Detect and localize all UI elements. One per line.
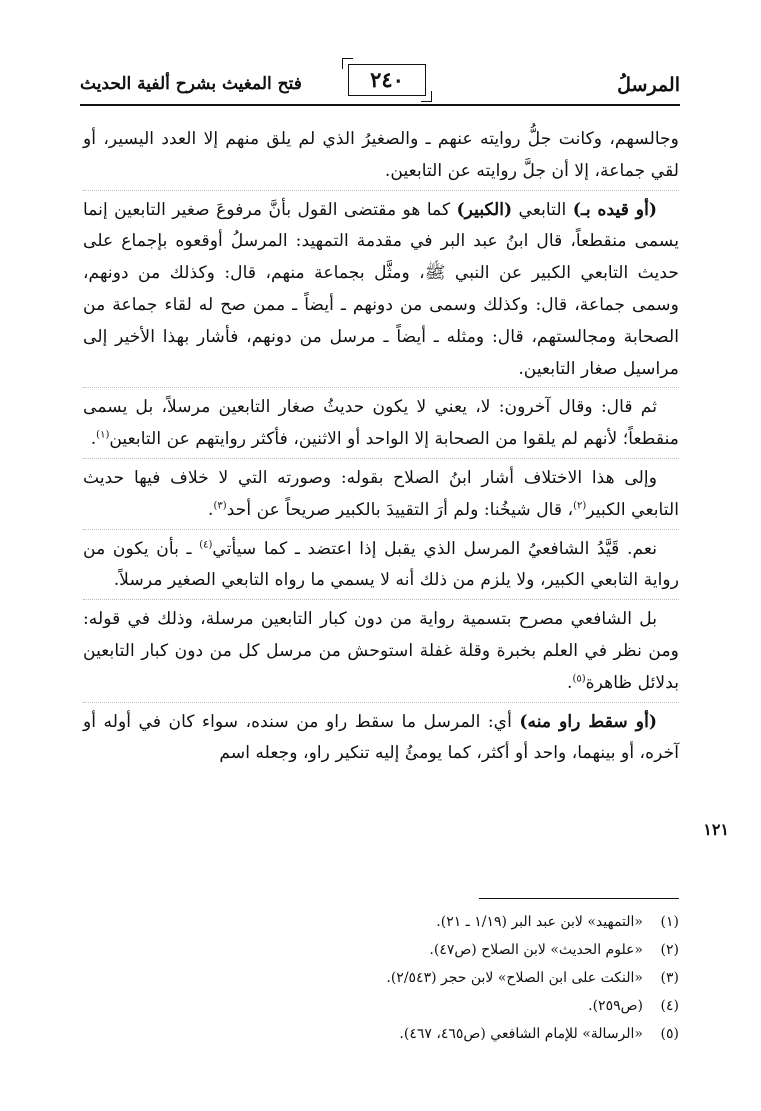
footnote [83, 964, 679, 992]
footnote-text: (ص٢٥٩). [588, 998, 643, 1014]
main-text [83, 124, 679, 776]
paragraph: (أو سقط راو منه) أي: المرسل ما سقط راو من سنده، سواء كان في أوله أو آخره، أو بينهما، واحد أو أكثر، كما يومئُ إليه تنكير راو، وجعله اسم [83, 711, 679, 764]
footnote-number: (٣) [660, 970, 679, 986]
footnote-separator [479, 898, 679, 899]
margin-page-number: ١٢١ [703, 820, 729, 839]
footnote-number: (١) [660, 914, 679, 930]
footnote [83, 936, 679, 964]
paragraph: وجالسهم، وكانت جلُّ روايته عنهم ـ والصغيرُ الذي لم يلق منهم إلا العدد اليسير، أو لقي جماعة، إلا أن جلَّ روايته عن التابعين. [83, 124, 679, 191]
footnote [83, 908, 679, 936]
footnote-number: (٥) [660, 1026, 679, 1042]
paragraph: نعم. قَيَّدُ الشافعيُ المرسل الذي يقبل إذا اعتضد ـ كما سيأتي$^{(٤)}$ ـ بأن يكون من رواية التابعي الكبير، ولا يلزم من ذلك أنه لا يسمي ما رواه التابعي الصغير مرسلاً. [83, 534, 679, 601]
footnote-number: (٢) [660, 942, 679, 958]
footnote [83, 992, 679, 1020]
paragraph: بل الشافعي مصرح بتسمية رواية من دون كبار التابعين مرسلة، وذلك في قوله: ومن نظر في العلم بخبرة وقلة غفلة استوحش من مرسل كل من دون كبار التابعين بدلائل ظاهرة$^{(٥)}$. [83, 604, 679, 702]
paragraph: وإلى هذا الاختلاف أشار ابنُ الصلاح بقوله: وصورته التي لا خلاف فيها حديث التابعي الكبير$^{(٢)}$، قال شيخُنا: ولم أرَ التقييدَ بالكبير صريحاً عن أحد$^{(٣)}$. [83, 463, 679, 530]
paragraph: ثم قال: وقال آخرون: لا، يعني لا يكون حديثُ صغار التابعين مرسلاً، بل يسمى منقطعاً؛ لأنهم لم يلقوا من الصحابة إلا الواحد أو الاثنين، فأكثر روايتهم عن التابعين$^{(١)}$. [83, 392, 679, 459]
footnote-text: «التمهيد» لابن عبد البر (١/١٩ ـ ٢١). [436, 914, 643, 930]
footnote-text: «النكت على ابن الصلاح» لابن حجر (٢/٥٤٣). [386, 970, 643, 986]
page-number: ٢٤٠ [348, 64, 426, 96]
book-title: فتح المغيث بشرح ألفية الحديث [80, 74, 302, 94]
paragraph: (أو قيده بـ) التابعي (الكبير) كما هو مقتضى القول بأنَّ مرفوعَ صغير التابعين إنما يسمى منقطعاً، قال ابنُ عبد البر في مقدمة التمهيد: المرسلُ أوقعوه بإجماع على حديث التابعي الكبير عن النبي ﷺ، ومثَّل بجماعة منهم، قال: وكذلك من دونهم، وسمى جماعة، قال: وكذلك وسمى من دونهم ـ أيضاً ـ ممن صح له لقاء جماعة من الصحابة ومجالستهم، قال: ومثله ـ أيضاً ـ مرسل من دونهم، فأشار بهذا الأخير إلى مراسيل صغار التابعين. [83, 195, 679, 389]
footnote-text: «علوم الحديث» لابن الصلاح (ص٤٧). [429, 942, 643, 958]
page-header [80, 62, 680, 106]
footnote-number: (٤) [660, 998, 679, 1014]
footnotes [83, 908, 679, 1048]
footnote [83, 1020, 679, 1048]
footnote-text: «الرسالة» للإمام الشافعي (ص٤٦٥، ٤٦٧). [399, 1026, 643, 1042]
section-title: المرسلُ [617, 74, 680, 96]
